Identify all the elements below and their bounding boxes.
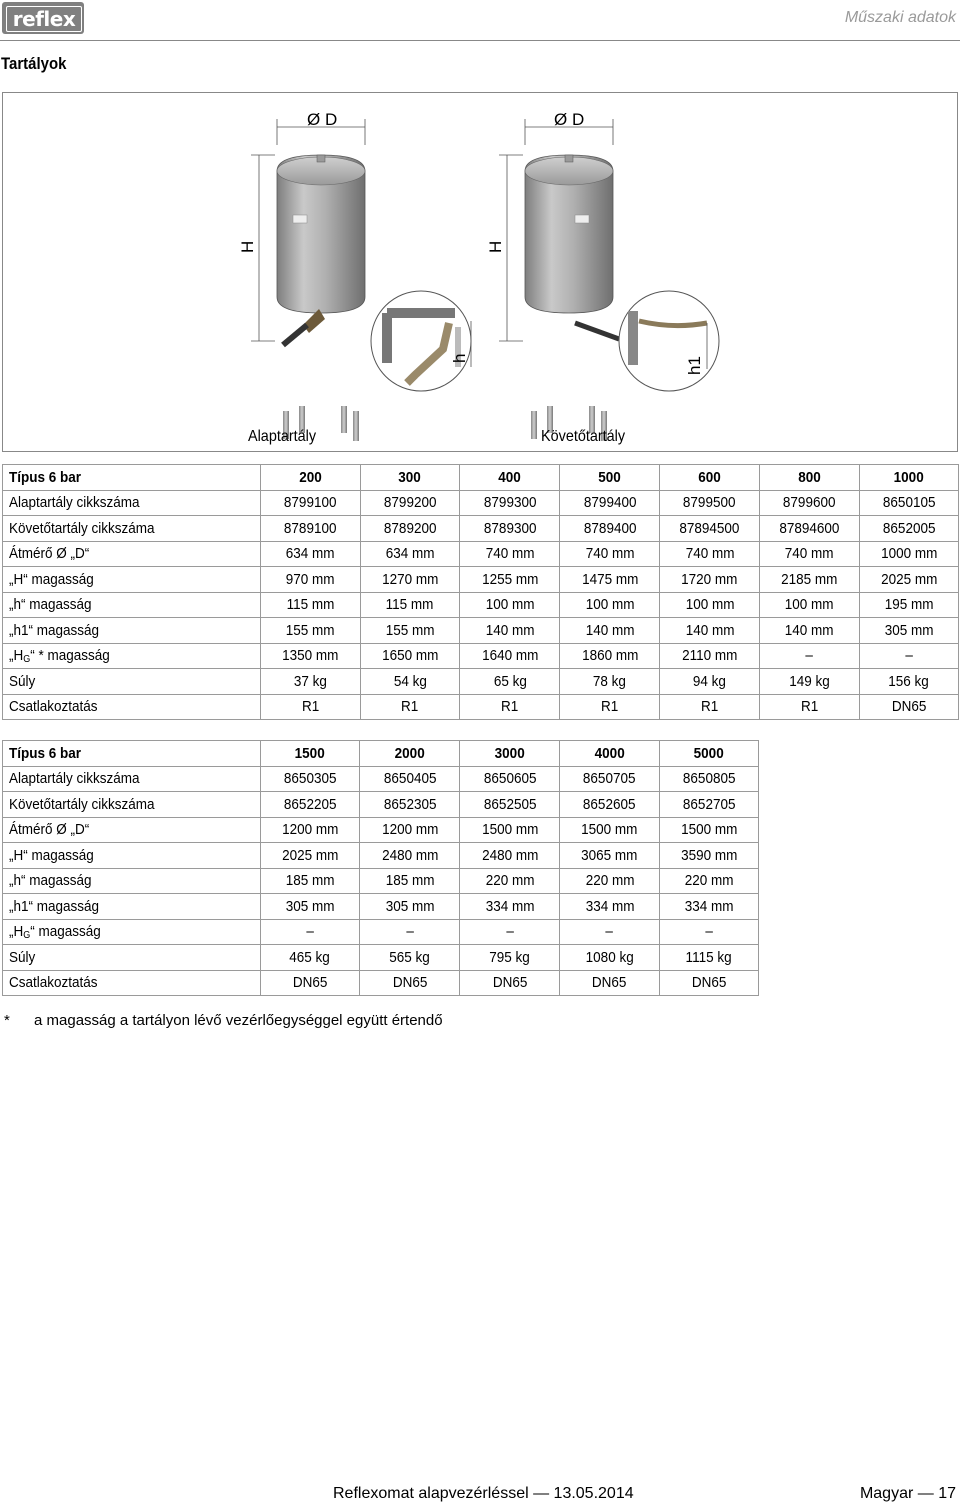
table-cell: 465 kg	[260, 945, 360, 971]
table-row	[3, 792, 759, 818]
table-header-cell: 800	[760, 465, 860, 491]
row-label: Követőtartály cikkszáma	[3, 516, 261, 542]
row-label: Csatlakoztatás	[3, 694, 261, 720]
page-title: Tartályok	[1, 54, 67, 73]
table-cell: 65 kg	[460, 669, 560, 695]
logo-text: reflex	[6, 6, 82, 32]
table-cell: 8799200	[360, 490, 460, 516]
row-label: Súly	[3, 669, 261, 695]
table-cell: 94 kg	[660, 669, 760, 695]
table-header-cell: Típus 6 bar	[3, 741, 261, 767]
table-cell: R1	[660, 694, 760, 720]
detail-circle-left	[371, 291, 471, 391]
table-cell: 1200 mm	[260, 817, 360, 843]
table-cell: 100 mm	[660, 592, 760, 618]
height-label-right: H	[486, 240, 505, 253]
table-cell: 8652305	[360, 792, 460, 818]
table-header-cell: 1000	[860, 465, 959, 491]
caption-follow-up-tank: Követőtartály	[541, 428, 626, 445]
table-cell: 634 mm	[360, 541, 460, 567]
table-cell: 334 mm	[560, 894, 660, 920]
table-header-cell: 500	[560, 465, 660, 491]
table-row	[3, 567, 959, 593]
table-cell: 740 mm	[660, 541, 760, 567]
table-cell: 795 kg	[460, 945, 560, 971]
row-label: Súly	[3, 945, 261, 971]
header-divider	[0, 40, 960, 41]
table-cell: 8789200	[360, 516, 460, 542]
table-cell: –	[760, 643, 860, 669]
table-cell: 8650805	[660, 766, 759, 792]
footnote-text: a magasság a tartályon lévő vezérlőegységgel együtt értendő	[34, 1012, 443, 1029]
table-cell: 334 mm	[460, 894, 560, 920]
table-cell: 156 kg	[860, 669, 959, 695]
table-cell: –	[360, 919, 460, 945]
table-header-cell: 3000	[460, 741, 560, 767]
table-cell: 8799300	[460, 490, 560, 516]
spec-table-1	[2, 464, 959, 720]
table-cell: DN65	[860, 694, 959, 720]
diameter-label-left: Ø D	[307, 110, 338, 129]
table-cell: 2110 mm	[660, 643, 760, 669]
row-label: „h1“ magasság	[3, 618, 261, 644]
table-cell: 149 kg	[760, 669, 860, 695]
table-row	[3, 516, 959, 542]
table-header-cell: 4000	[560, 741, 660, 767]
table-cell: 8789300	[460, 516, 560, 542]
table-cell: R1	[760, 694, 860, 720]
table-cell: 740 mm	[460, 541, 560, 567]
table-cell: 100 mm	[460, 592, 560, 618]
row-label: Átmérő Ø „D“	[3, 817, 261, 843]
table-cell: DN65	[660, 970, 759, 996]
table-cell: 1500 mm	[560, 817, 660, 843]
table-cell: 2480 mm	[360, 843, 460, 869]
table-cell: 740 mm	[560, 541, 660, 567]
table-cell: 185 mm	[260, 868, 360, 894]
table-cell: DN65	[460, 970, 560, 996]
table-cell: 1650 mm	[360, 643, 460, 669]
table-cell: 100 mm	[760, 592, 860, 618]
table-cell: 8652705	[660, 792, 759, 818]
table-cell: 8652605	[560, 792, 660, 818]
table-cell: 1000 mm	[860, 541, 959, 567]
footer-document-title: Reflexomat alapvezérléssel — 13.05.2014	[333, 1485, 634, 1502]
tank-illustration	[3, 93, 957, 451]
table-cell: –	[260, 919, 360, 945]
row-label: Csatlakoztatás	[3, 970, 261, 996]
table-header-cell: 2000	[360, 741, 460, 767]
table-row	[3, 592, 959, 618]
table-cell: 634 mm	[260, 541, 360, 567]
follow-up-tank	[525, 155, 619, 441]
table-cell: 185 mm	[360, 868, 460, 894]
table-cell: 8652505	[460, 792, 560, 818]
table-cell: 8650405	[360, 766, 460, 792]
detail-circle-right	[619, 291, 719, 391]
table-cell: –	[660, 919, 759, 945]
table-header-cell: Típus 6 bar	[3, 465, 261, 491]
table-cell: R1	[260, 694, 360, 720]
table-header-cell: 200	[260, 465, 360, 491]
table-cell: 1115 kg	[660, 945, 759, 971]
h1-label: h1	[685, 356, 704, 375]
table-cell: 3065 mm	[560, 843, 660, 869]
table-cell: 8799400	[560, 490, 660, 516]
table-cell: 87894600	[760, 516, 860, 542]
row-label: „h“ magasság	[3, 592, 261, 618]
table-cell: 1255 mm	[460, 567, 560, 593]
table-cell: 8652005	[860, 516, 959, 542]
table-cell: 115 mm	[260, 592, 360, 618]
table-row	[3, 669, 959, 695]
row-label: Alaptartály cikkszáma	[3, 766, 261, 792]
table-header-row	[3, 741, 759, 767]
table-cell: 155 mm	[360, 618, 460, 644]
table-cell: 1475 mm	[560, 567, 660, 593]
table-header-cell: 1500	[260, 741, 360, 767]
section-label: Műszaki adatok	[844, 9, 956, 26]
table-cell: DN65	[260, 970, 360, 996]
table-cell: 1860 mm	[560, 643, 660, 669]
table-cell: 1500 mm	[660, 817, 759, 843]
table-cell: 8650705	[560, 766, 660, 792]
table-cell: 8799100	[260, 490, 360, 516]
table-row	[3, 541, 959, 567]
table-cell: 37 kg	[260, 669, 360, 695]
table-row	[3, 945, 759, 971]
table-cell: 2185 mm	[760, 567, 860, 593]
table-cell: –	[860, 643, 959, 669]
table-cell: 220 mm	[560, 868, 660, 894]
reflex-logo	[2, 2, 84, 34]
table-row	[3, 868, 759, 894]
table-cell: 1350 mm	[260, 643, 360, 669]
table-cell: 8789400	[560, 516, 660, 542]
table-cell: 8650305	[260, 766, 360, 792]
footer-page-number: Magyar — 17	[859, 1485, 956, 1502]
table-header-row	[3, 465, 959, 491]
diameter-label-right: Ø D	[554, 110, 585, 129]
table-cell: 334 mm	[660, 894, 759, 920]
table-cell: 140 mm	[460, 618, 560, 644]
table-cell: 140 mm	[560, 618, 660, 644]
table-header-cell: 400	[460, 465, 560, 491]
base-tank	[277, 155, 365, 441]
row-label: Követőtartály cikkszáma	[3, 792, 261, 818]
table-row	[3, 843, 759, 869]
table-cell: 305 mm	[260, 894, 360, 920]
table-cell: 8652205	[260, 792, 360, 818]
table-header-cell: 600	[660, 465, 760, 491]
row-label: Átmérő Ø „D“	[3, 541, 261, 567]
table-cell: 3590 mm	[660, 843, 759, 869]
table-cell: DN65	[560, 970, 660, 996]
table-cell: 8650605	[460, 766, 560, 792]
row-label: „H“ magasság	[3, 567, 261, 593]
table-cell: 305 mm	[860, 618, 959, 644]
row-label: $„H_G“$ * magasság	[3, 643, 261, 669]
table-cell: DN65	[360, 970, 460, 996]
table-cell: 8650105	[860, 490, 959, 516]
table-cell: 100 mm	[560, 592, 660, 618]
table-cell: 195 mm	[860, 592, 959, 618]
table-row	[3, 919, 759, 945]
table-cell: 1080 kg	[560, 945, 660, 971]
table-row	[3, 894, 759, 920]
table-cell: 87894500	[660, 516, 760, 542]
table-cell: 78 kg	[560, 669, 660, 695]
table-row	[3, 643, 959, 669]
table-header-cell: 300	[360, 465, 460, 491]
footnote	[4, 1012, 443, 1029]
table-cell: 1270 mm	[360, 567, 460, 593]
table-row	[3, 490, 959, 516]
table-cell: 115 mm	[360, 592, 460, 618]
table-cell: 565 kg	[360, 945, 460, 971]
table-cell: 8799500	[660, 490, 760, 516]
table-cell: 1500 mm	[460, 817, 560, 843]
row-label: Alaptartály cikkszáma	[3, 490, 261, 516]
table-cell: 970 mm	[260, 567, 360, 593]
small-h-label: h	[450, 353, 469, 363]
table-cell: 2025 mm	[260, 843, 360, 869]
spec-table-2	[2, 740, 759, 996]
table-cell: 140 mm	[760, 618, 860, 644]
table-cell: 740 mm	[760, 541, 860, 567]
height-label-left: H	[238, 240, 257, 253]
table-cell: 140 mm	[660, 618, 760, 644]
table-cell: 1640 mm	[460, 643, 560, 669]
table-cell: 1200 mm	[360, 817, 460, 843]
row-label: „h“ magasság	[3, 868, 261, 894]
table-cell: 8799600	[760, 490, 860, 516]
table-cell: 155 mm	[260, 618, 360, 644]
table-cell: –	[460, 919, 560, 945]
table-cell: 2480 mm	[460, 843, 560, 869]
table-row	[3, 694, 959, 720]
footnote-marker: *	[4, 1012, 10, 1029]
table-cell: 2025 mm	[860, 567, 959, 593]
table-cell: 220 mm	[660, 868, 759, 894]
table-row	[3, 817, 759, 843]
table-cell: 305 mm	[360, 894, 460, 920]
row-label: „h1“ magasság	[3, 894, 261, 920]
table-cell: 8789100	[260, 516, 360, 542]
table-cell: R1	[560, 694, 660, 720]
caption-base-tank: Alaptartály	[248, 428, 317, 445]
table-cell: –	[560, 919, 660, 945]
table-cell: 54 kg	[360, 669, 460, 695]
tank-figure	[2, 92, 958, 452]
table-row	[3, 766, 759, 792]
table-cell: 1720 mm	[660, 567, 760, 593]
row-label: $„H_G“$ magasság	[3, 919, 261, 945]
table-cell: 220 mm	[460, 868, 560, 894]
row-label: „H“ magasság	[3, 843, 261, 869]
table-cell: R1	[360, 694, 460, 720]
table-header-cell: 5000	[660, 741, 759, 767]
table-row	[3, 618, 959, 644]
table-cell: R1	[460, 694, 560, 720]
table-row	[3, 970, 759, 996]
